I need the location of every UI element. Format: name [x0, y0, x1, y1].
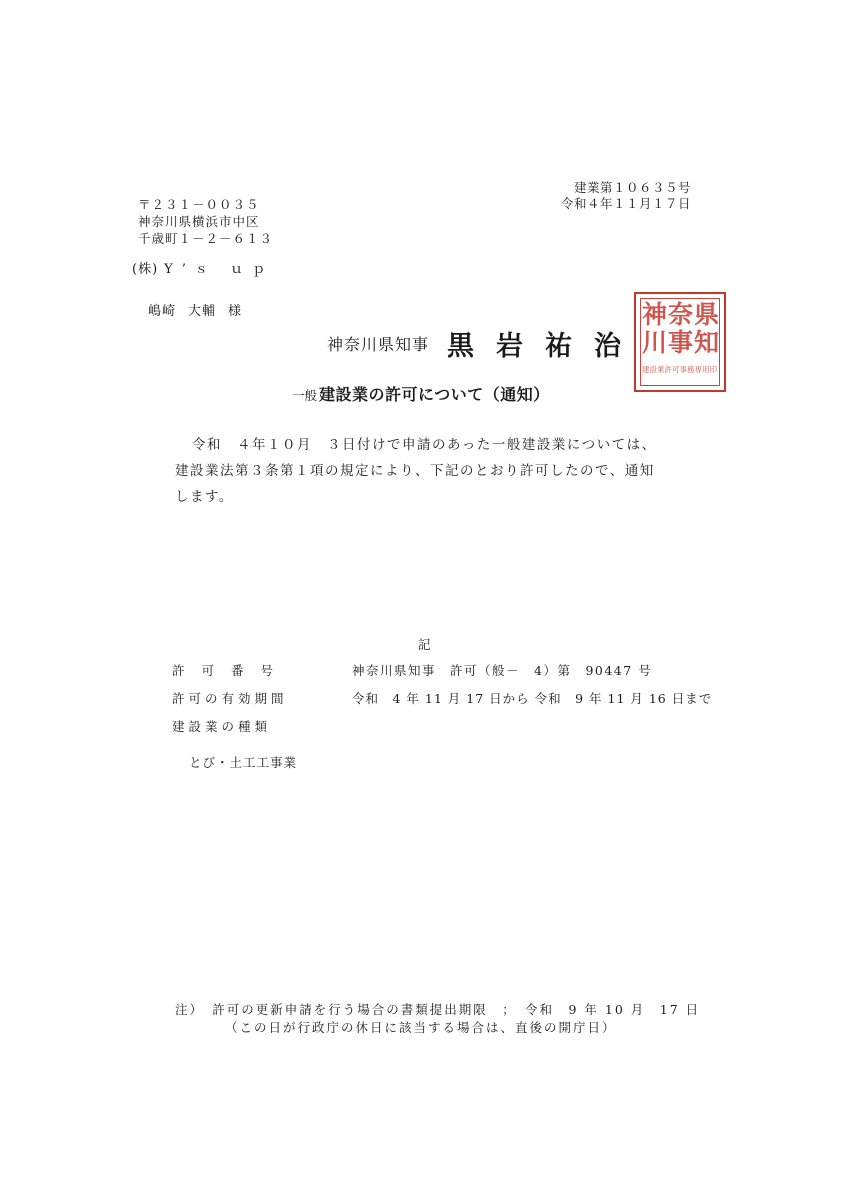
reference-number: 建業第１０６３５号: [573, 180, 691, 195]
official-seal: [634, 292, 726, 392]
recipient-surname: 嶋崎: [148, 304, 177, 319]
seal-footer: 建設業許可事務専用印: [642, 365, 717, 374]
recipient-honorific: 様: [228, 304, 243, 319]
issue-date: 令和４年１１月１７日: [560, 196, 691, 211]
permit-number-label: 許可番号: [172, 663, 291, 678]
issuer: [327, 324, 643, 363]
address-line-2: 千歳町１－２－６１３: [138, 231, 274, 246]
construction-type-label: 建設業の種類: [172, 719, 272, 734]
company-prefix: (株): [132, 262, 159, 277]
recipient: [148, 300, 254, 319]
seal-glyph: 神: [642, 300, 668, 329]
recipient-given-name: 大輔: [188, 304, 217, 319]
construction-type-value: とび・土工工事業: [189, 755, 298, 770]
title-main: 建設業の許可について（通知）: [319, 385, 550, 404]
body-line-2: 建設業法第３条第１項の規定により、下記のとおり許可したので、通知: [175, 463, 655, 479]
postal-code: 〒２３１－００３５: [138, 197, 260, 212]
company-name: [132, 258, 274, 277]
title-prefix: 一般: [292, 388, 318, 403]
address-line-1: 神奈川県横浜市中区: [138, 214, 260, 229]
seal-glyph: 事: [668, 328, 694, 357]
body-line-3: します。: [175, 489, 234, 505]
document-title: [292, 382, 550, 405]
validity-label: 許可の有効期間: [172, 691, 288, 706]
seal-glyph: 奈: [668, 300, 694, 329]
company-name-text: Y’ｓ ｕｐ: [164, 262, 275, 277]
body-line-1: 令和 ４年１０月 ３日付けで申請のあった一般建設業については、: [192, 437, 657, 453]
seal-glyph: 知: [694, 328, 720, 357]
issuer-title: 神奈川県知事: [327, 335, 430, 354]
validity-value: 令和 4 年 11 月 17 日から 令和 9 年 11 月 16 日まで: [352, 691, 713, 706]
renewal-note-detail: （この日が行政庁の休日に該当する場合は、直後の開庁日）: [225, 1020, 617, 1035]
renewal-note: 注） 許可の更新申請を行う場合の書類提出期限 ； 令和 9 年 10 月 17 日: [175, 1002, 701, 1017]
seal-glyph: 県: [694, 300, 720, 329]
permit-number-value: 神奈川県知事 許可（般－ 4）第 90447 号: [352, 663, 653, 678]
ki-marker: 記: [418, 637, 431, 652]
seal-glyph: 川: [642, 328, 668, 357]
issuer-name: 黒岩祐治: [447, 331, 644, 362]
